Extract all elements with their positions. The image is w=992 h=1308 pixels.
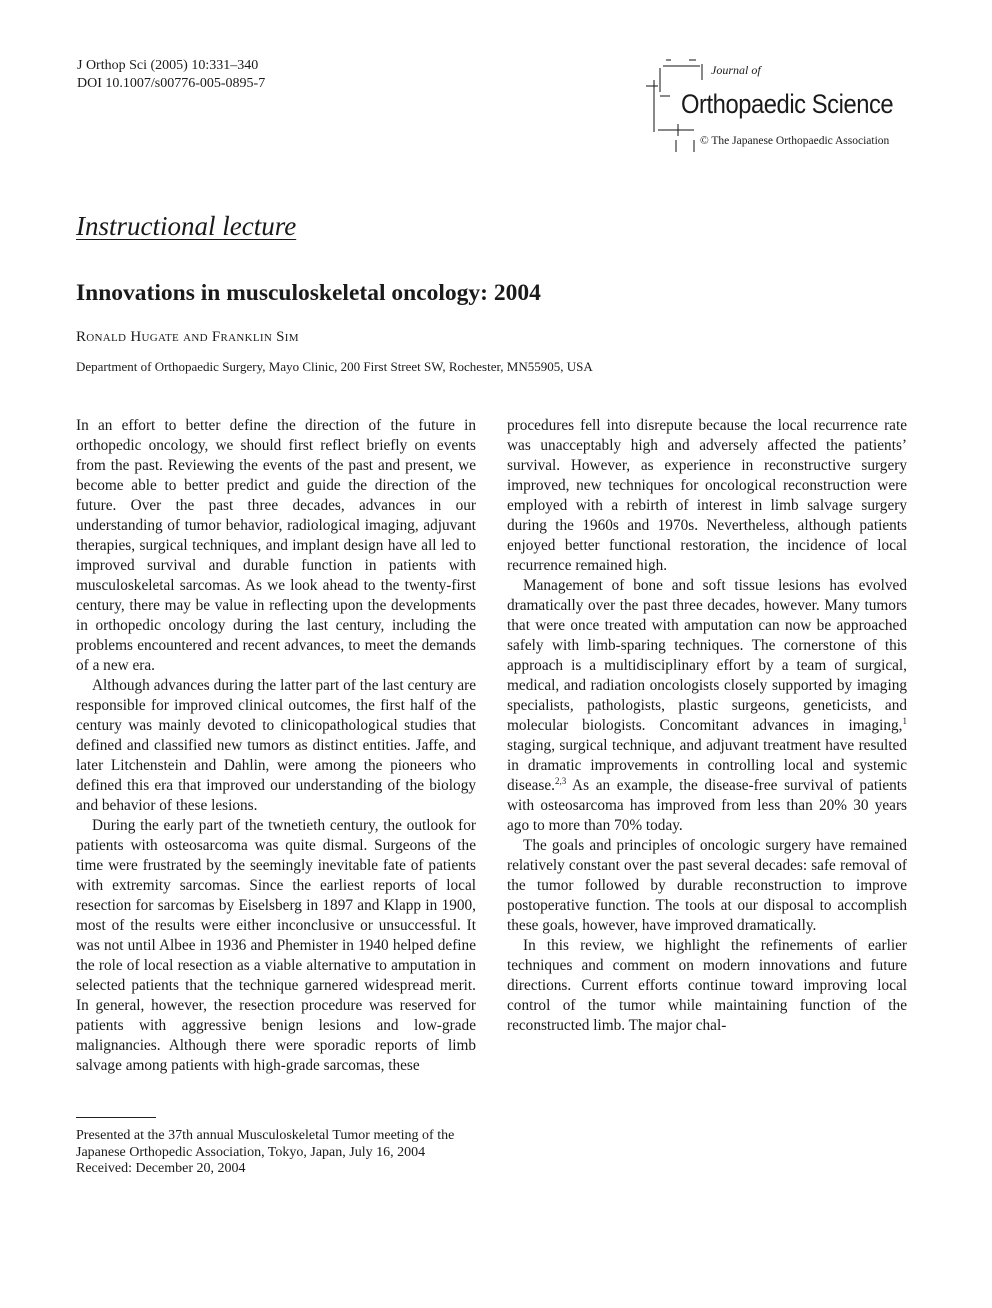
reference-1: 1 (902, 715, 907, 726)
paragraph-3-continued: procedures fell into disrepute because the local recurrence rate was unacceptably high and adversely affected the patients’ survival. However, as experience in reconstructive surgery improved, new techniques for oncological reconstruction were employed with a rebirth of interest in limb salvage surgery during the 1960s and 1970s. Nevertheless, although patients enjoyed better functional restoration, the incidence of local recurrence remained high. (507, 417, 907, 574)
paragraph-4-part-b: staging, surgical technique, and adjuvant treatment have resulted in dramatic improvements in controlling local and systemic disease. (507, 737, 907, 794)
logo-association: © The Japanese Orthopaedic Association (700, 135, 890, 147)
paragraph-3-text: During the early part of the twnetieth century, the outlook for patients with osteosarcoma was quite dismal. Surgeons of the time were frustrated by the seemingly inevitable fate of patients with extremity sarcomas. Since the earliest reports of local resection for sarcomas by Eiselsberg in 1897 and Klapp in 1900, most of the results were either inconclusive or unsuccessful. It was not until Albee in 1936 and Phemister in 1940 helped define the role of local resection as a viable alternative to amputation in selected patients that the technique garnered widespread merit. In general, however, the resection procedure was reserved for patients with aggressive benign lesions and low-grade malignancies. Although there were sporadic reports of limb salvage among patients with high-grade sarcomas, these (76, 817, 476, 1074)
paragraph-2: Although advances during the latter part of the last century are responsible for improved clinical outcomes, the first half of the century was mainly devoted to clinicopathological studies that defined and classified new tumors as distinct entities. Jaffe, and later Litchenstein and Dahlin, were among the pioneers who defined this era that improved our understanding of the biology and behavior of these lesions. (76, 677, 476, 814)
paragraph-4 (507, 576, 907, 836)
footnote-rule (76, 1117, 156, 1118)
logo-journal-of: Journal of (711, 63, 761, 77)
right-column (507, 416, 907, 1036)
paragraph-3 (76, 816, 476, 1076)
citation-journal: J Orthop Sci (2005) 10:331–340 (77, 58, 259, 73)
paragraph-5: The goals and principles of oncologic surgery have remained relatively constant over the past several decades: safe removal of the tumor followed by durable reconstruction to improve postoperative function. The tools at our disposal to accomplish these goals, however, have improved dramatically. (507, 837, 907, 934)
authors: Ronald Hugate and Franklin Sim (76, 329, 299, 345)
paragraph-4-part-a: Management of bone and soft tissue lesions has evolved dramatically over the past three decades, however. Many tumors that were once treated with amputation can now be approached safely with limb-sparing techniques. The cornerstone of this approach is a multidisciplinary effort by a team of surgical, medical, and radiation oncologists closely supported by imaging specialists, pathologists, plastic surgeons, geneticists, and molecular biologists. Concomitant advances in imaging, (507, 577, 907, 734)
logo-journal-name: Orthopaedic Science (681, 89, 894, 119)
paragraph-6: In this review, we highlight the refinements of earlier techniques and comment on modern innovations and future directions. Current efforts continue toward improving local control of the tumor while maintaining function of the reconstructed limb. The major chal- (507, 937, 907, 1034)
citation (77, 57, 265, 93)
section-heading: Instructional lecture (76, 211, 297, 241)
journal-logo (640, 56, 930, 156)
left-column (76, 416, 476, 1076)
reference-2-3: 2,3 (555, 775, 567, 786)
paragraph-4-part-c: As an example, the disease-free survival of patients with osteosarcoma has improved from less than 20% 30 years ago to more than 70% today. (507, 777, 907, 834)
footnote-received: Received: December 20, 2004 (76, 1161, 246, 1176)
article-title: Innovations in musculoskeletal oncology: 2004 (76, 280, 541, 306)
footnote (76, 1128, 476, 1178)
footnote-presented: Presented at the 37th annual Musculoskeletal Tumor meeting of the Japanese Orthopedic Association, Tokyo, Japan, July 16, 2004 (76, 1128, 455, 1160)
paragraph-1: In an effort to better define the direction of the future in orthopedic oncology, we should first reflect briefly on events from the past. Reviewing the events of the past and present, we become able to better predict and guide the direction of the future. Over the past three decades, advances in our understanding of tumor behavior, radiological imaging, adjuvant therapies, surgical techniques, and implant design have all led to improved survival and durable function in patients with musculoskeletal sarcomas. As we look ahead to the twenty-first century, there may be value in reflecting upon the developments in orthopedic oncology during the last century, including the problems encountered and recent advances, to meet the demands of a new era. (76, 417, 476, 674)
citation-doi: DOI 10.1007/s00776-005-0895-7 (77, 76, 266, 91)
affiliation: Department of Orthopaedic Surgery, Mayo Clinic, 200 First Street SW, Rochester, MN55905, USA (76, 359, 593, 374)
